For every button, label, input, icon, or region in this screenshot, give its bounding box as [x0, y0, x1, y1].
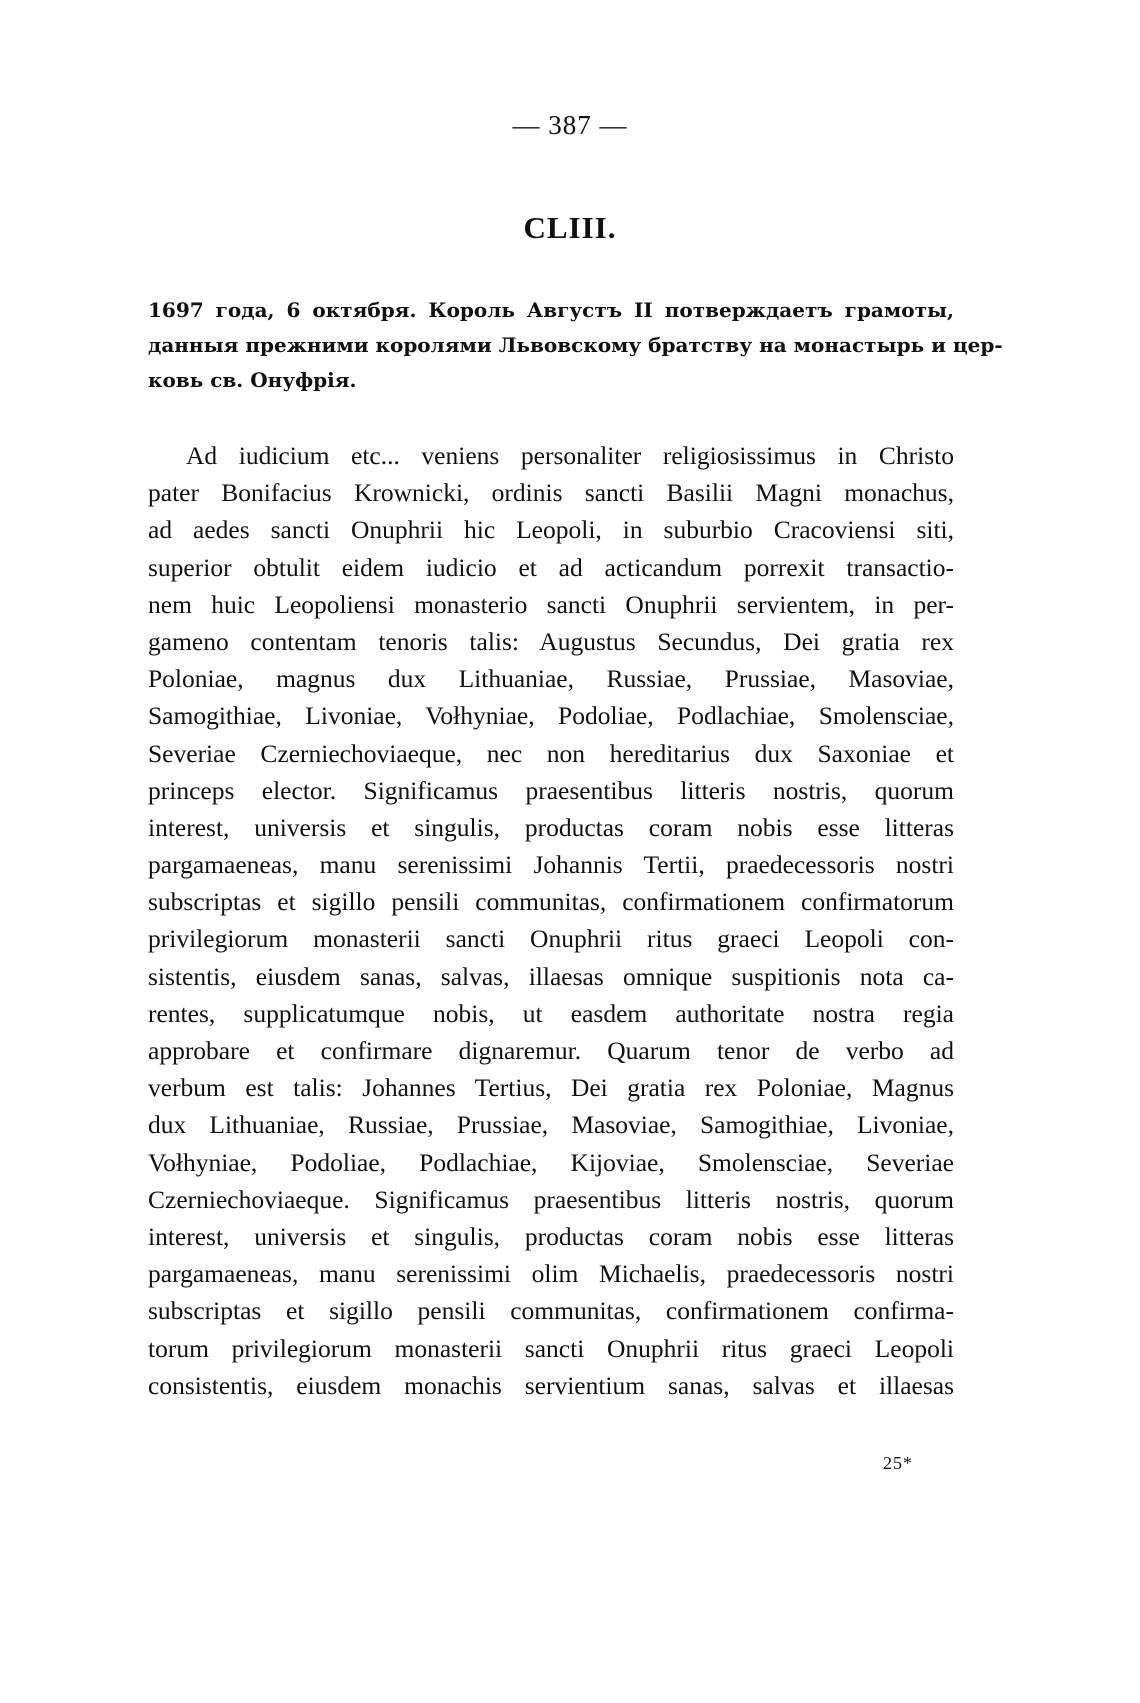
body-line: Czerniechoviaeque. Significamus praesentibus litteris nostris, quorum	[148, 1184, 954, 1214]
document-summary	[148, 293, 1003, 398]
body-line: torum privilegiorum monasterii sancti Onuphrii ritus graeci Leopoli	[148, 1333, 954, 1363]
body-line: superior obtulit eidem iudicio et ad acticandum porrexit transactio-	[148, 552, 954, 582]
document-number-heading: CLIII.	[523, 210, 617, 245]
signature-mark: 25*	[883, 1453, 913, 1473]
page-number: — 387 —	[512, 110, 628, 140]
body-line: rentes, supplicatumque nobis, ut easdem authoritate nostra regia	[148, 998, 954, 1028]
body-line: sistentis, eiusdem sanas, salvas, illaesas omnique suspitionis nota ca-	[148, 961, 954, 991]
body-line: dux Lithuaniae, Russiae, Prussiae, Masoviae, Samogithiae, Livoniae,	[148, 1110, 954, 1140]
body-line: approbare et confirmare dignaremur. Quarum tenor de verbo ad	[148, 1036, 954, 1065]
body-line: Poloniae, magnus dux Lithuaniae, Russiae, Prussiae, Masoviae,	[148, 664, 954, 694]
body-line: princeps elector. Significamus praesentibus litteris nostris, quorum	[148, 775, 954, 805]
body-line: interest, universis et singulis, productas coram nobis esse litteras	[148, 1221, 954, 1251]
body-line: subscriptas et sigillo pensili communitas, confirmationem confirmatorum	[148, 887, 954, 917]
body-line: Samogithiae, Livoniae, Vołhyniae, Podoliae, Podlachiae, Smolensciae,	[148, 701, 954, 731]
body-line: verbum est talis: Johannes Tertius, Dei gratia rex Poloniae, Magnus	[148, 1073, 954, 1103]
body-line: subscriptas et sigillo pensili communitas, confirmationem confirma-	[148, 1296, 954, 1326]
body-line: ad aedes sancti Onuphrii hic Leopoli, in suburbio Cracoviensi siti,	[148, 515, 954, 545]
body-text	[148, 437, 954, 1404]
summary-line: 1697 года, 6 октября. Король Августъ II потверждаетъ грамоты,	[148, 298, 954, 322]
body-line: pargamaeneas, manu serenissimi olim Michaelis, praedecessoris nostri	[148, 1259, 954, 1289]
body-line: Vołhyniae, Podoliae, Podlachiae, Kijoviae, Smolensciae, Severiae	[148, 1147, 954, 1177]
body-line: interest, universis et singulis, productas coram nobis esse litteras	[148, 812, 954, 842]
body-line: nem huic Leopoliensi monasterio sancti Onuphrii servientem, in per-	[148, 589, 954, 619]
body-line: Severiae Czerniechoviaeque, nec non hereditarius dux Saxoniae et	[148, 738, 954, 768]
body-line: pater Bonifacius Krownicki, ordinis sancti Basilii Magni monachus,	[148, 478, 954, 508]
body-line: pargamaeneas, manu serenissimi Johannis Tertii, praedecessoris nostri	[148, 850, 954, 880]
body-line: privilegiorum monasterii sancti Onuphrii ritus graeci Leopoli con-	[148, 924, 954, 954]
body-line: consistentis, eiusdem monachis servientium sanas, salvas et illaesas	[148, 1370, 954, 1400]
summary-line: данныя прежними королями Львовскому братству на монастырь и цер-	[148, 333, 1003, 357]
body-line: Ad iudicium etc... veniens personaliter religiosissimus in Christo	[186, 441, 954, 470]
body-line: gameno contentam tenoris talis: Augustus Secundus, Dei gratia rex	[148, 626, 954, 656]
summary-line: ковь св. Онуфрія.	[148, 368, 357, 392]
